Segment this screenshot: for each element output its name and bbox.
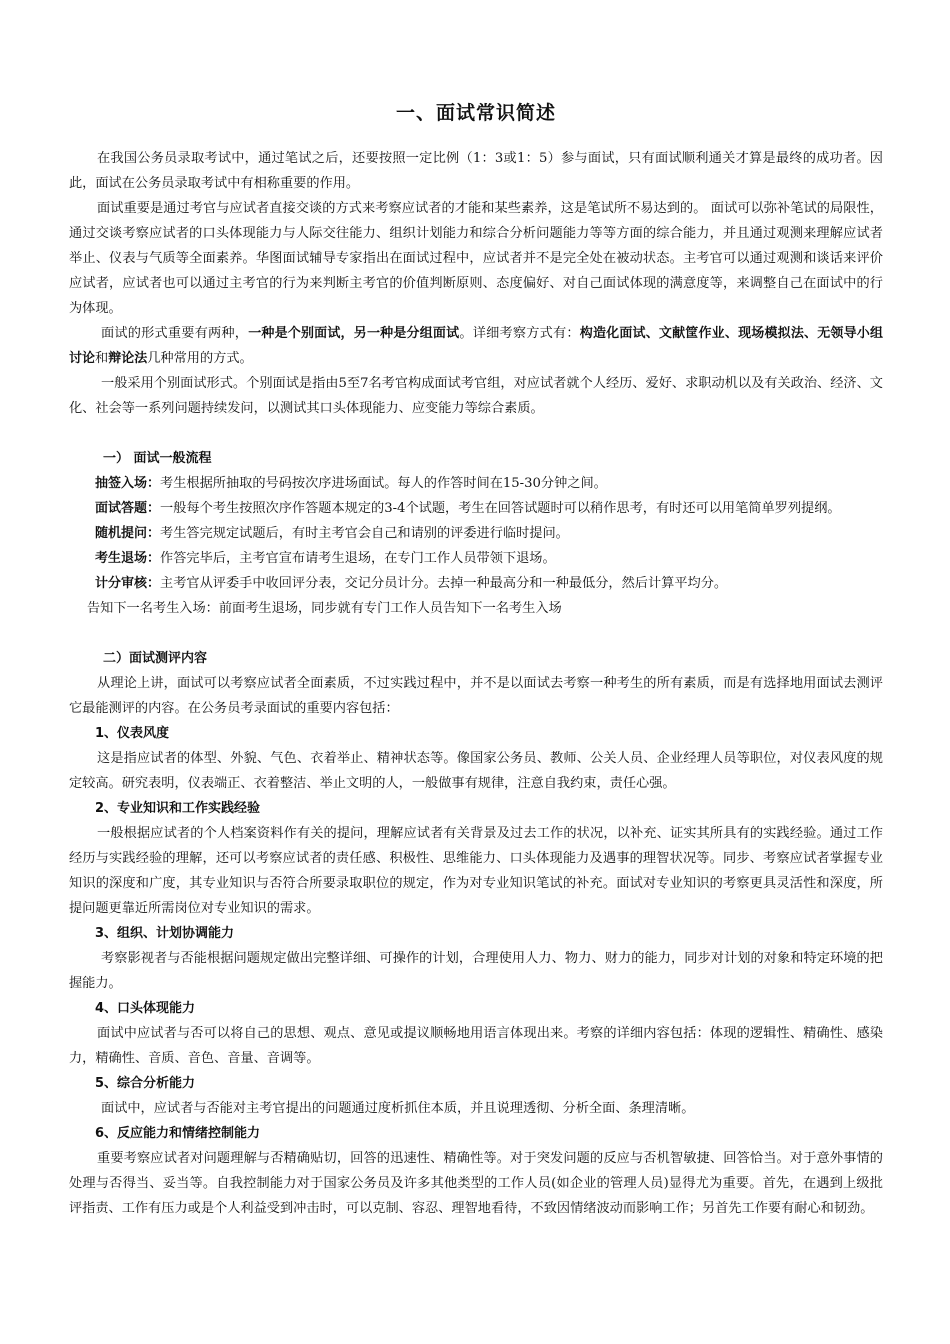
bold-run: 一种是个别面试，另一种是分组面试 (248, 326, 460, 341)
intro-paragraph-3 (69, 321, 883, 371)
intro-paragraph-4: 一般采用个别面试形式。个别面试是指由5至7名考官构成面试考官组，对应试者就个人经历、爱好、求职动机以及有关政治、经济、文化、社会等一系列问题持续发问，以测试其口头体现能力、应变能力等综合素质。 (69, 376, 883, 416)
section-intro: 从理论上讲，面试可以考察应试者全面素质，不过实践过程中，并不是以面试去考察一种考生的所有素质，而是有选择地用面试去测评它最能测评的内容。在公务员考录面试的重要内容包括： (69, 676, 883, 716)
flow-step-last: 告知下一名考生入场：前面考生退场，同步就有专门工作人员告知下一名考生入场 (87, 601, 562, 616)
flow-step-desc: 作答完毕后，主考官宣布请考生退场，在专门工作人员带领下退场。 (160, 551, 556, 566)
item-heading: 4、口头体现能力 (95, 1001, 196, 1016)
flow-step-term: 抽签入场： (95, 476, 161, 491)
spacer (69, 621, 883, 646)
item-heading: 3、组织、计划协调能力 (95, 926, 235, 941)
bold-run: 辩论法 (108, 351, 148, 366)
text-run: 和 (95, 351, 109, 366)
flow-step-desc: 考生根据所抽取的号码按次序进场面试。每人的作答时间在15-30分钟之间。 (160, 476, 607, 491)
flow-step-term: 面试答题： (95, 501, 161, 516)
flow-step-term: 随机提问： (95, 526, 161, 541)
item-body: 一般根据应试者的个人档案资料作有关的提问，理解应试者有关背景及过去工作的状况，以补充、证实其所具有的实践经验。通过工作经历与实践经验的理解，还可以考察应试者的责任感、积极性、思维能力、口头体现能力及遇事的理智状况等。同步、考察应试者掌握专业知识的深度和广度，其专业知识与否符合所要录取职位的规定，作为对专业知识笔试的补充。面试对专业知识的考察更具灵活性和深度，所提问题更靠近所需岗位对专业知识的需求。 (69, 826, 883, 916)
item-body: 重要考察应试者对问题理解与否精确贴切，回答的迅速性、精确性等。对于突发问题的反应与否机智敏捷、回答恰当。对于意外事情的处理与否得当、妥当等。自我控制能力对于国家公务员及许多其他类型的工作人员(如企业的管理人员)显得尤为重要。首先，在遇到上级批评指责、工作有压力或是个人利益受到冲击时，可以克制、容忍、理智地看待，不致因情绪波动而影响工作；另首先工作要有耐心和韧劲。 (69, 1151, 883, 1216)
section-heading: 一） 面试一般流程 (103, 451, 212, 466)
flow-step-term: 计分审核： (95, 576, 161, 591)
flow-step (69, 571, 883, 596)
intro-paragraph-1: 在我国公务员录取考试中，通过笔试之后，还要按照一定比例（1：3或1：5）参与面试，只有面试顺利通关才算是最终的成功者。因此，面试在公务员录取考试中有相称重要的作用。 (69, 151, 883, 191)
text-run: 面试的形式重要有两种， (101, 326, 249, 341)
item-body: 考察影视者与否能根据问题规定做出完整详细、可操作的计划，合理使用人力、物力、财力的能力，同步对计划的对象和特定环境的把握能力。 (69, 951, 883, 991)
document-page (69, 96, 883, 1221)
flow-step-desc: 考生答完规定试题后，有时主考官会自己和请别的评委进行临时提问。 (160, 526, 569, 541)
page-title: 一、面试常识简述 (395, 102, 556, 124)
item-body: 面试中，应试者与否能对主考官提出的问题通过度析抓住本质，并且说理透彻、分析全面、条理清晰。 (101, 1101, 695, 1116)
intro-paragraph-2: 面试重要是通过考官与应试者直接交谈的方式来考察应试者的才能和某些素养，这是笔试所不易达到的。 面试可以弥补笔试的局限性，通过交谈考察应试者的口头体现能力与人际交往能力、组织计划能力和综合分析问题能力等等方面的综合能力，并且通过观测来理解应试者举止、仪表与气质等全面素养。华图面试辅导专家指出在面试过程中，应试者并不是完全处在被动状态。主考官可以通过观测和谈话来评价应试者，应试者也可以通过主考官的行为来判断主考官的价值判断原则、态度偏好、对自己面试体现的满意度等，来调整自己在面试中的行为体现。 (69, 201, 883, 316)
section-heading: 二）面试测评内容 (103, 651, 208, 666)
flow-step (69, 496, 883, 521)
flow-step-desc: 一般每个考生按照次序作答题本规定的3-4个试题，考生在回答试题时可以稍作思考，有时还可以用笔简单罗列提纲。 (160, 501, 841, 516)
text-run: 。详细考察方式有： (459, 326, 580, 341)
bold-run: 构造化面试、文献筐作业、现场模拟法、无领导小组讨论 (69, 326, 884, 366)
item-heading: 2、专业知识和工作实践经验 (95, 801, 261, 816)
spacer (69, 421, 883, 446)
item-heading: 6、反应能力和情绪控制能力 (95, 1126, 261, 1141)
item-heading: 5、综合分析能力 (95, 1076, 196, 1091)
flow-step (69, 521, 883, 546)
item-body: 面试中应试者与否可以将自己的思想、观点、意见或提议顺畅地用语言体现出来。考察的详细内容包括：体现的逻辑性、精确性、感染力，精确性、音质、音色、音量、音调等。 (69, 1026, 883, 1066)
flow-step-desc: 主考官从评委手中收回评分表，交记分员计分。去掉一种最高分和一种最低分，然后计算平均分。 (160, 576, 728, 591)
flow-step (69, 546, 883, 571)
item-body: 这是指应试者的体型、外貌、气色、衣着举止、精神状态等。像国家公务员、教师、公关人员、企业经理人员等职位，对仪表风度的规定较高。研究表明，仪表端正、衣着整洁、举止文明的人，一般做事有规律，注意自我约束，责任心强。 (69, 751, 883, 791)
text-run: 几种常用的方式。 (147, 351, 253, 366)
flow-step (69, 471, 883, 496)
item-heading: 1、仪表风度 (95, 726, 170, 741)
flow-step-term: 考生退场： (95, 551, 161, 566)
